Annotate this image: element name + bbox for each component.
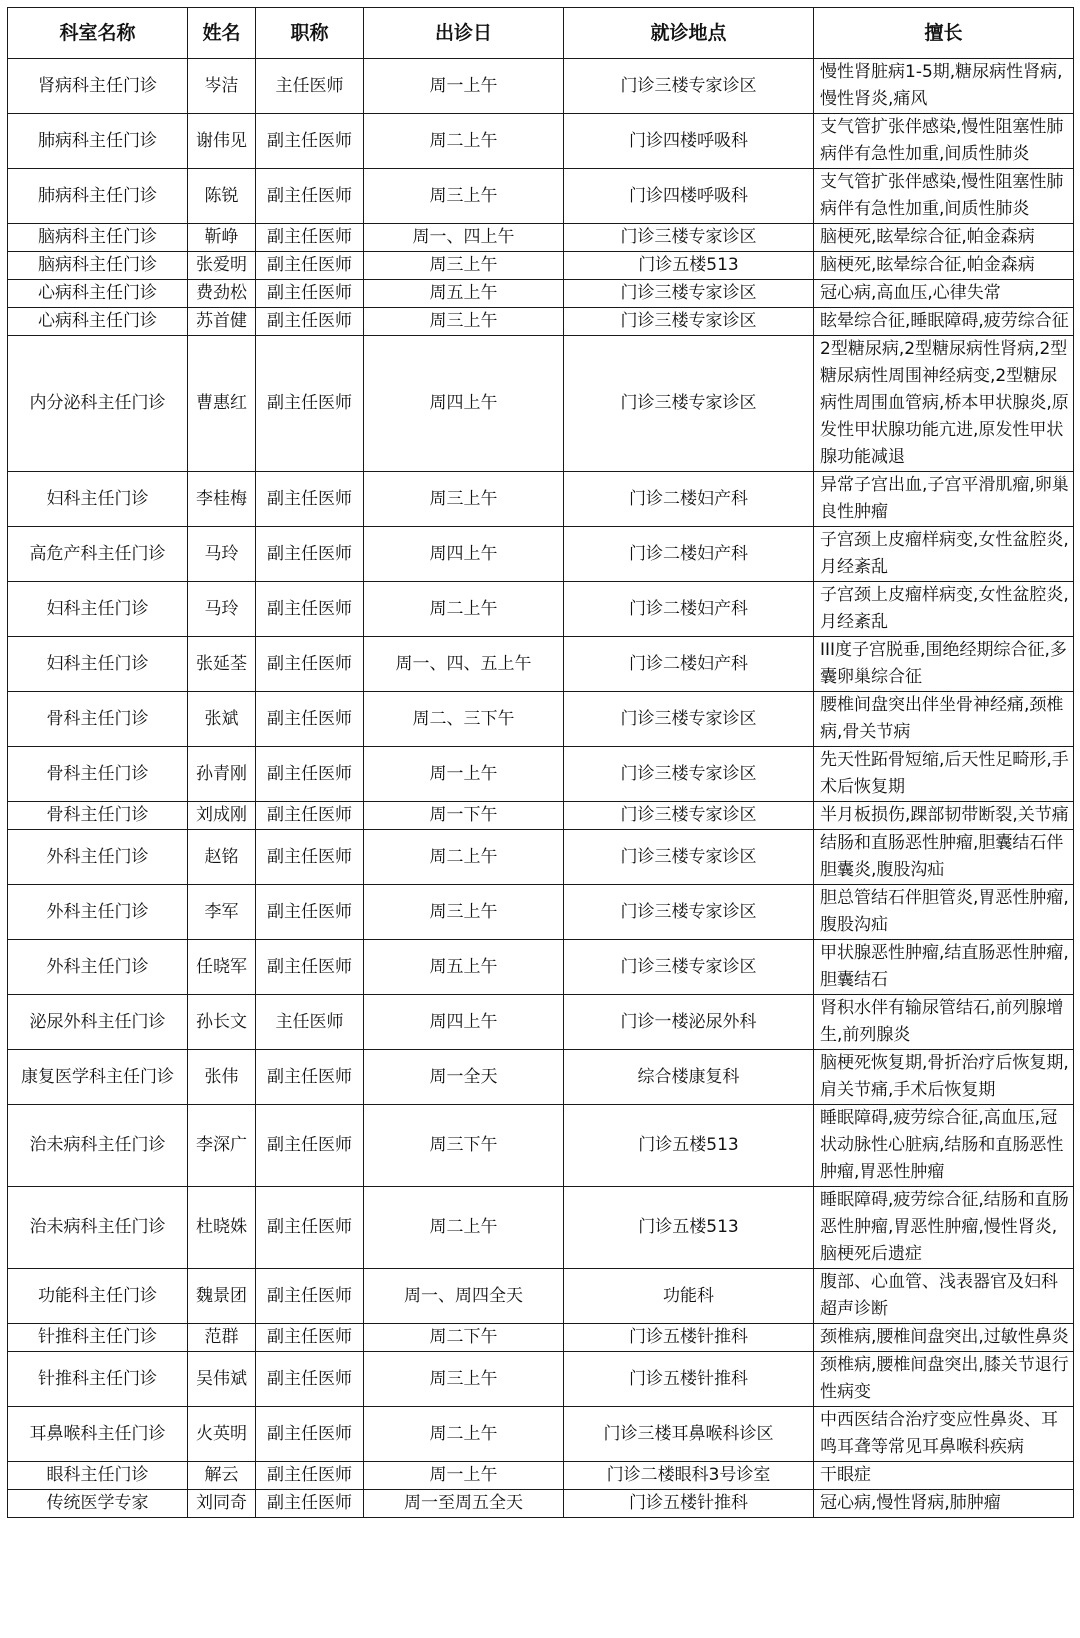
cell-day: 周一至周五全天 <box>364 1490 564 1518</box>
cell-day: 周一上午 <box>364 1462 564 1490</box>
cell-day: 周一下午 <box>364 802 564 830</box>
cell-name: 苏首健 <box>188 308 256 336</box>
table-row <box>8 1269 1074 1324</box>
cell-specialty: 子宫颈上皮瘤样病变,女性盆腔炎,月经紊乱 <box>814 582 1074 637</box>
cell-location: 门诊三楼专家诊区 <box>564 747 814 802</box>
cell-name: 张斌 <box>188 692 256 747</box>
cell-dept: 传统医学专家 <box>8 1490 188 1518</box>
table-row <box>8 1407 1074 1462</box>
cell-title: 副主任医师 <box>256 747 364 802</box>
cell-title: 副主任医师 <box>256 1050 364 1105</box>
cell-location: 门诊三楼专家诊区 <box>564 280 814 308</box>
cell-dept: 泌尿外科主任门诊 <box>8 995 188 1050</box>
cell-dept: 外科主任门诊 <box>8 940 188 995</box>
cell-specialty: 冠心病,高血压,心律失常 <box>814 280 1074 308</box>
cell-name: 赵铭 <box>188 830 256 885</box>
cell-day: 周一上午 <box>364 747 564 802</box>
table-header-row <box>8 8 1074 59</box>
header-location: 就诊地点 <box>564 8 814 59</box>
cell-dept: 针推科主任门诊 <box>8 1324 188 1352</box>
cell-title: 副主任医师 <box>256 252 364 280</box>
cell-specialty: 先天性跖骨短缩,后天性足畸形,手术后恢复期 <box>814 747 1074 802</box>
cell-specialty: 脑梗死,眩晕综合征,帕金森病 <box>814 252 1074 280</box>
cell-day: 周二上午 <box>364 1407 564 1462</box>
cell-name: 任晓军 <box>188 940 256 995</box>
cell-location: 门诊五楼513 <box>564 252 814 280</box>
cell-location: 门诊二楼妇产科 <box>564 582 814 637</box>
cell-location: 功能科 <box>564 1269 814 1324</box>
table-row <box>8 802 1074 830</box>
table-row <box>8 59 1074 114</box>
cell-dept: 康复医学科主任门诊 <box>8 1050 188 1105</box>
cell-title: 副主任医师 <box>256 280 364 308</box>
cell-dept: 骨科主任门诊 <box>8 692 188 747</box>
cell-location: 门诊三楼专家诊区 <box>564 224 814 252</box>
cell-day: 周一、周四全天 <box>364 1269 564 1324</box>
header-specialty: 擅长 <box>814 8 1074 59</box>
cell-specialty: 干眼症 <box>814 1462 1074 1490</box>
cell-specialty: 冠心病,慢性肾病,肺肿瘤 <box>814 1490 1074 1518</box>
header-dept: 科室名称 <box>8 8 188 59</box>
cell-day: 周一、四、五上午 <box>364 637 564 692</box>
cell-title: 副主任医师 <box>256 527 364 582</box>
table-row <box>8 1105 1074 1187</box>
cell-dept: 外科主任门诊 <box>8 885 188 940</box>
table-row <box>8 1352 1074 1407</box>
cell-specialty: III度子宫脱垂,围绝经期综合征,多囊卵巢综合征 <box>814 637 1074 692</box>
cell-location: 门诊二楼妇产科 <box>564 527 814 582</box>
cell-location: 门诊三楼专家诊区 <box>564 885 814 940</box>
cell-name: 马玲 <box>188 527 256 582</box>
table-row <box>8 747 1074 802</box>
cell-specialty: 慢性肾脏病1-5期,糖尿病性肾病,慢性肾炎,痛风 <box>814 59 1074 114</box>
cell-title: 主任医师 <box>256 59 364 114</box>
cell-day: 周一、四上午 <box>364 224 564 252</box>
cell-dept: 针推科主任门诊 <box>8 1352 188 1407</box>
cell-day: 周三上午 <box>364 472 564 527</box>
table-body <box>8 59 1074 1518</box>
cell-location: 门诊三楼专家诊区 <box>564 830 814 885</box>
cell-location: 门诊五楼513 <box>564 1187 814 1269</box>
table-row <box>8 940 1074 995</box>
cell-title: 副主任医师 <box>256 802 364 830</box>
cell-day: 周三上午 <box>364 252 564 280</box>
cell-dept: 心病科主任门诊 <box>8 280 188 308</box>
cell-title: 副主任医师 <box>256 224 364 252</box>
cell-name: 谢伟见 <box>188 114 256 169</box>
cell-location: 综合楼康复科 <box>564 1050 814 1105</box>
cell-day: 周二、三下午 <box>364 692 564 747</box>
cell-name: 费劲松 <box>188 280 256 308</box>
cell-specialty: 肾积水伴有输尿管结石,前列腺增生,前列腺炎 <box>814 995 1074 1050</box>
cell-location: 门诊五楼针推科 <box>564 1324 814 1352</box>
cell-specialty: 半月板损伤,踝部韧带断裂,关节痛 <box>814 802 1074 830</box>
cell-dept: 肺病科主任门诊 <box>8 114 188 169</box>
cell-title: 主任医师 <box>256 995 364 1050</box>
cell-name: 张伟 <box>188 1050 256 1105</box>
cell-title: 副主任医师 <box>256 472 364 527</box>
cell-name: 孙青刚 <box>188 747 256 802</box>
table-row <box>8 280 1074 308</box>
cell-dept: 妇科主任门诊 <box>8 472 188 527</box>
cell-title: 副主任医师 <box>256 940 364 995</box>
cell-day: 周三上午 <box>364 1352 564 1407</box>
table-row <box>8 1050 1074 1105</box>
cell-name: 火英明 <box>188 1407 256 1462</box>
cell-title: 副主任医师 <box>256 830 364 885</box>
cell-dept: 治未病科主任门诊 <box>8 1187 188 1269</box>
cell-title: 副主任医师 <box>256 885 364 940</box>
cell-title: 副主任医师 <box>256 1187 364 1269</box>
cell-name: 李深广 <box>188 1105 256 1187</box>
table-row <box>8 1187 1074 1269</box>
cell-dept: 外科主任门诊 <box>8 830 188 885</box>
cell-name: 刘同奇 <box>188 1490 256 1518</box>
table-row <box>8 692 1074 747</box>
cell-dept: 高危产科主任门诊 <box>8 527 188 582</box>
table-row <box>8 224 1074 252</box>
cell-day: 周一上午 <box>364 59 564 114</box>
cell-name: 杜晓姝 <box>188 1187 256 1269</box>
cell-name: 刘成刚 <box>188 802 256 830</box>
cell-title: 副主任医师 <box>256 169 364 224</box>
cell-title: 副主任医师 <box>256 336 364 472</box>
table-row <box>8 169 1074 224</box>
table-row <box>8 336 1074 472</box>
table-row <box>8 252 1074 280</box>
header-name: 姓名 <box>188 8 256 59</box>
table-row <box>8 114 1074 169</box>
cell-specialty: 甲状腺恶性肿瘤,结直肠恶性肿瘤,胆囊结石 <box>814 940 1074 995</box>
table-row <box>8 995 1074 1050</box>
cell-name: 岑洁 <box>188 59 256 114</box>
cell-day: 周一全天 <box>364 1050 564 1105</box>
table-row <box>8 1324 1074 1352</box>
cell-specialty: 睡眠障碍,疲劳综合征,高血压,冠状动脉性心脏病,结肠和直肠恶性肿瘤,胃恶性肿瘤 <box>814 1105 1074 1187</box>
cell-location: 门诊三楼专家诊区 <box>564 692 814 747</box>
cell-dept: 治未病科主任门诊 <box>8 1105 188 1187</box>
cell-name: 李桂梅 <box>188 472 256 527</box>
cell-location: 门诊四楼呼吸科 <box>564 114 814 169</box>
header-day: 出诊日 <box>364 8 564 59</box>
cell-specialty: 颈椎病,腰椎间盘突出,过敏性鼻炎 <box>814 1324 1074 1352</box>
cell-dept: 妇科主任门诊 <box>8 582 188 637</box>
cell-title: 副主任医师 <box>256 1324 364 1352</box>
table-row <box>8 885 1074 940</box>
cell-dept: 心病科主任门诊 <box>8 308 188 336</box>
cell-day: 周二上午 <box>364 114 564 169</box>
cell-day: 周四上午 <box>364 527 564 582</box>
table-row <box>8 582 1074 637</box>
cell-specialty: 脑梗死恢复期,骨折治疗后恢复期,肩关节痛,手术后恢复期 <box>814 1050 1074 1105</box>
cell-specialty: 睡眠障碍,疲劳综合征,结肠和直肠恶性肿瘤,胃恶性肿瘤,慢性肾炎,脑梗死后遗症 <box>814 1187 1074 1269</box>
cell-day: 周二上午 <box>364 830 564 885</box>
cell-location: 门诊三楼耳鼻喉科诊区 <box>564 1407 814 1462</box>
cell-specialty: 眩晕综合征,睡眠障碍,疲劳综合征 <box>814 308 1074 336</box>
cell-name: 曹惠红 <box>188 336 256 472</box>
cell-specialty: 腰椎间盘突出伴坐骨神经痛,颈椎病,骨关节病 <box>814 692 1074 747</box>
cell-day: 周五上午 <box>364 940 564 995</box>
cell-dept: 妇科主任门诊 <box>8 637 188 692</box>
cell-dept: 肺病科主任门诊 <box>8 169 188 224</box>
schedule-table-wrapper <box>7 7 1073 1518</box>
cell-dept: 脑病科主任门诊 <box>8 252 188 280</box>
cell-specialty: 结肠和直肠恶性肿瘤,胆囊结石伴胆囊炎,腹股沟疝 <box>814 830 1074 885</box>
cell-location: 门诊三楼专家诊区 <box>564 802 814 830</box>
cell-name: 李军 <box>188 885 256 940</box>
cell-title: 副主任医师 <box>256 582 364 637</box>
cell-name: 陈锐 <box>188 169 256 224</box>
table-row <box>8 1462 1074 1490</box>
cell-day: 周二上午 <box>364 582 564 637</box>
cell-dept: 骨科主任门诊 <box>8 747 188 802</box>
cell-day: 周二上午 <box>364 1187 564 1269</box>
table-row <box>8 637 1074 692</box>
cell-location: 门诊二楼妇产科 <box>564 637 814 692</box>
cell-name: 吴伟斌 <box>188 1352 256 1407</box>
cell-specialty: 支气管扩张伴感染,慢性阻塞性肺病伴有急性加重,间质性肺炎 <box>814 114 1074 169</box>
table-row <box>8 1490 1074 1518</box>
table-row <box>8 830 1074 885</box>
cell-title: 副主任医师 <box>256 1269 364 1324</box>
cell-location: 门诊四楼呼吸科 <box>564 169 814 224</box>
cell-specialty: 2型糖尿病,2型糖尿病性肾病,2型糖尿病性周围神经病变,2型糖尿病性周围血管病,桥本甲状腺炎,原发性甲状腺功能亢进,原发性甲状腺功能减退 <box>814 336 1074 472</box>
table-row <box>8 308 1074 336</box>
cell-name: 靳峥 <box>188 224 256 252</box>
cell-day: 周三上午 <box>364 885 564 940</box>
cell-dept: 眼科主任门诊 <box>8 1462 188 1490</box>
cell-title: 副主任医师 <box>256 637 364 692</box>
cell-day: 周四上午 <box>364 336 564 472</box>
table-row <box>8 472 1074 527</box>
cell-specialty: 中西医结合治疗变应性鼻炎、耳鸣耳聋等常见耳鼻喉科疾病 <box>814 1407 1074 1462</box>
table-row <box>8 527 1074 582</box>
cell-title: 副主任医师 <box>256 1105 364 1187</box>
cell-name: 范群 <box>188 1324 256 1352</box>
cell-name: 马玲 <box>188 582 256 637</box>
cell-specialty: 颈椎病,腰椎间盘突出,膝关节退行性病变 <box>814 1352 1074 1407</box>
cell-name: 孙长文 <box>188 995 256 1050</box>
cell-location: 门诊二楼妇产科 <box>564 472 814 527</box>
cell-location: 门诊五楼针推科 <box>564 1490 814 1518</box>
cell-day: 周三下午 <box>364 1105 564 1187</box>
cell-location: 门诊五楼513 <box>564 1105 814 1187</box>
cell-specialty: 腹部、心血管、浅表器官及妇科超声诊断 <box>814 1269 1074 1324</box>
cell-dept: 脑病科主任门诊 <box>8 224 188 252</box>
cell-specialty: 胆总管结石伴胆管炎,胃恶性肿瘤,腹股沟疝 <box>814 885 1074 940</box>
cell-location: 门诊一楼泌尿外科 <box>564 995 814 1050</box>
cell-dept: 耳鼻喉科主任门诊 <box>8 1407 188 1462</box>
cell-day: 周二下午 <box>364 1324 564 1352</box>
cell-specialty: 脑梗死,眩晕综合征,帕金森病 <box>814 224 1074 252</box>
cell-day: 周三上午 <box>364 308 564 336</box>
cell-dept: 骨科主任门诊 <box>8 802 188 830</box>
cell-name: 魏景团 <box>188 1269 256 1324</box>
cell-name: 张爱明 <box>188 252 256 280</box>
cell-name: 张延荃 <box>188 637 256 692</box>
cell-title: 副主任医师 <box>256 1352 364 1407</box>
cell-specialty: 子宫颈上皮瘤样病变,女性盆腔炎,月经紊乱 <box>814 527 1074 582</box>
cell-location: 门诊三楼专家诊区 <box>564 336 814 472</box>
cell-location: 门诊三楼专家诊区 <box>564 940 814 995</box>
cell-location: 门诊三楼专家诊区 <box>564 59 814 114</box>
cell-location: 门诊二楼眼科3号诊室 <box>564 1462 814 1490</box>
cell-title: 副主任医师 <box>256 114 364 169</box>
cell-day: 周四上午 <box>364 995 564 1050</box>
cell-location: 门诊五楼针推科 <box>564 1352 814 1407</box>
clinic-schedule-table <box>7 7 1074 1518</box>
cell-dept: 内分泌科主任门诊 <box>8 336 188 472</box>
cell-specialty: 支气管扩张伴感染,慢性阻塞性肺病伴有急性加重,间质性肺炎 <box>814 169 1074 224</box>
cell-title: 副主任医师 <box>256 308 364 336</box>
cell-specialty: 异常子宫出血,子宫平滑肌瘤,卵巢良性肿瘤 <box>814 472 1074 527</box>
cell-title: 副主任医师 <box>256 1407 364 1462</box>
cell-day: 周三上午 <box>364 169 564 224</box>
cell-title: 副主任医师 <box>256 692 364 747</box>
cell-day: 周五上午 <box>364 280 564 308</box>
header-title: 职称 <box>256 8 364 59</box>
cell-title: 副主任医师 <box>256 1490 364 1518</box>
cell-dept: 肾病科主任门诊 <box>8 59 188 114</box>
cell-dept: 功能科主任门诊 <box>8 1269 188 1324</box>
cell-title: 副主任医师 <box>256 1462 364 1490</box>
cell-name: 解云 <box>188 1462 256 1490</box>
cell-location: 门诊三楼专家诊区 <box>564 308 814 336</box>
